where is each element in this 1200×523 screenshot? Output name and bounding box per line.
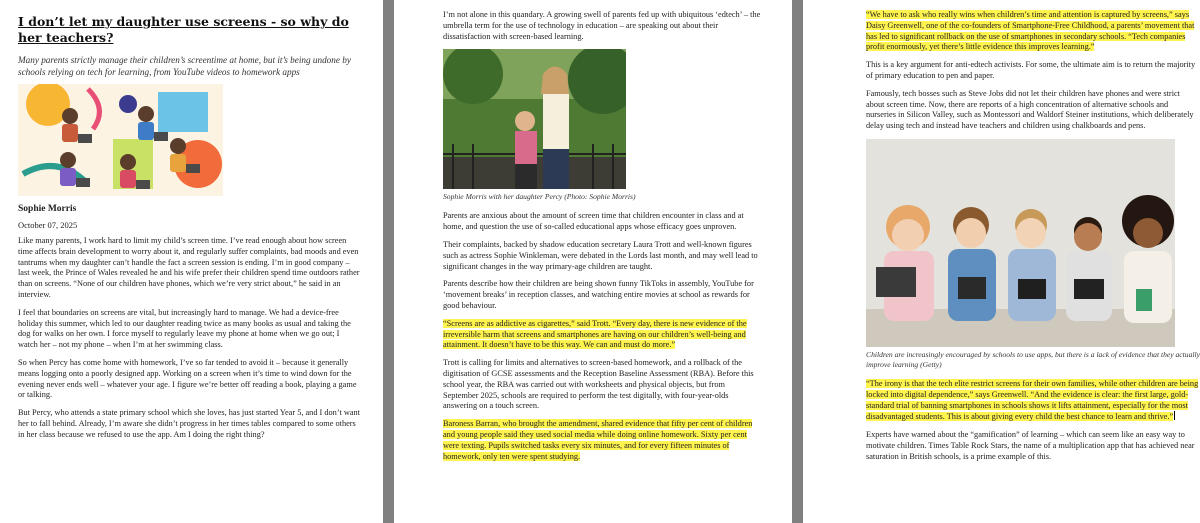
article-subtitle: Many parents strictly manage their children’s screentime at home, but it’s being undone by schools relying on tech for learning, from YouTube videos to homework apps	[18, 55, 351, 77]
illustration-graphic	[18, 84, 223, 196]
body-paragraph: I’m not alone in this quandary. A growing swell of parents fed up with ubiquitous ‘edtech’ – the umbrella term for the use of technology in education – are speaking out about their dissatisfaction with screen-based learning.	[443, 10, 761, 41]
highlighted-quote[interactable]	[866, 379, 1200, 423]
highlighted-quote[interactable]	[443, 319, 762, 351]
photo-caption: Children are increasingly encouraged by schools to use apps, but there is a lack of evidence that they actually improve learning (Getty)	[866, 349, 1200, 369]
photo-caption: Sophie Morris with her daughter Percy (Photo: Sophie Morris)	[443, 192, 636, 202]
highlighted-paragraph[interactable]	[443, 419, 762, 462]
highlight-text[interactable]: “We have to ask who really wins when children’s time and attention is captured by screens,” says Daisy Greenwell, one of the co-founders of Smartphone-Free Childhood, a parents’ movement that has led to significant rollback on the use of smartphones in secondary schools. “Tech companies profit enormously, yet there’s little evidence this improves learning.”	[866, 10, 1195, 52]
article-title[interactable]: I don’t let my daughter use screens - so why do her teachers?	[18, 14, 349, 45]
highlighted-quote[interactable]	[866, 10, 1200, 53]
highlight-text[interactable]: Baroness Barran, who brought the amendment, shared evidence that fifty per cent of children and young people said they used social media while doing online homework. Sixty per cent were texting. Pupils switched tasks every six minutes, and for every fifteen minutes of homework, only ten were spent studying.	[443, 419, 753, 461]
body-paragraph: Trott is calling for limits and alternatives to screen-based homework, and a rollback of the digitisation of GCSE assessments and the Reception Baseline Assessment (RBA). Before this school year, the RBA was carried out with worksheets and physical objects, but from September 2025, schools are required to perform the test digitally, with four-year-olds answering on a touch screen.	[443, 358, 754, 411]
body-paragraph: I feel that boundaries on screens are vital, but increasingly hard to manage. We had a device-free holiday this summer, which led to our daughter reading twice as many books as usual and taking the dog for walks on her own. I force myself to regularly leave my phone at home when we go out; I watch her – not my phone – when I’m at her swimming class.	[18, 307, 351, 350]
mother-daughter-photo	[443, 49, 626, 189]
page-1	[0, 0, 383, 523]
body-paragraph: So when Percy has come home with homework, I’ve so far tended to avoid it – because it generally means logging onto a poorly designed app. Working on a screen when it’s time to wind down for the evening never ends well – whatever your age. I figure we’re better off reading a book, playing a game or talking.	[18, 357, 357, 400]
body-paragraph: Like many parents, I work hard to limit my child’s screen time. I’ve read enough about how screen time affects brain development to worry about it, and regularly suffer complaints, bad moods and even tantrums when my daughter can’t handle the fact a screen session is ending. I’m in good company – last week, the Prince of Wales revealed he and his wife prefer their children spend time outdoors rather than on screens. “None of our children have phones, which we’re very strict about,” he said in an interview.	[18, 236, 360, 299]
body-paragraph: Parents are anxious about the amount of screen time that children encounter in class and at home, and question the use of so-called educational apps whose efficacy goes unproven.	[443, 211, 744, 232]
body-paragraph: Parents describe how their children are being shown funny TikToks in assembly, YouTube for ‘movement breaks’ in reception classes, and watching entire movies at school as rewards for good behaviour.	[443, 279, 754, 310]
page-3	[803, 0, 1200, 523]
body-paragraph: Famously, tech bosses such as Steve Jobs did not let their children have phones and were strict about screen time. Now, there are reports of a high concentration of alternative schools and nurseries in Silicon Valley, such as Montessori and Waldorf Steiner institutions, which deliberately delay using tech and instead have teachers and children using chalkboards and pens.	[866, 88, 1194, 131]
photo-graphic	[443, 49, 626, 189]
body-paragraph: Experts have warned about the “gamification” of learning – which can seem like an easy way to motivate children. Times Table Rock Stars, the name of a multiplication app that has achieved near saturation in British schools, is a prime example of this.	[866, 430, 1195, 461]
body-paragraph: But Percy, who attends a state primary school which she loves, has just started Year 5, and I don’t want her to fall behind. Already, I’m aware she didn’t progress in her times tables compared to some others in her class because we refused to use the app. Am I doing the right thing?	[18, 408, 360, 439]
highlight-text[interactable]: “The irony is that the tech elite restrict screens for their own families, while other children are being locked into digital dependence,” says Greenwell. “And the evidence is clear: the first large, gold-standard trial of banning smartphones in schools shows it lifts attainment, especially for the most disadvantaged students. This is about giving every child the best chance to learn and thrive.”	[866, 378, 1199, 422]
body-paragraph: Their complaints, backed by shadow education secretary Laura Trott and well-known figures such as actress Sophie Winkleman, were debated in the Lords last month, and may well lead to significant changes in the way primary-age children are taught.	[443, 239, 758, 271]
body-paragraph: This is a key argument for anti-edtech activists. For some, the ultimate aim is to return the majority of primary education to pen and paper.	[866, 60, 1196, 80]
text-cursor	[1174, 411, 1175, 420]
photo-graphic	[866, 139, 1175, 347]
children-laptops-illustration	[18, 84, 223, 196]
page-2	[394, 0, 792, 523]
highlight-text[interactable]: “Screens are as addictive as cigarettes,” said Trott. “Every day, there is new evidence of the irreversible harm that screens and smartphones are having on our children’s well-being and attainment. It doesn’t have to be this way. We can and must do more.”	[443, 318, 747, 350]
children-tablets-photo	[866, 139, 1175, 347]
publish-date: October 07, 2025	[18, 220, 78, 230]
author-name: Sophie Morris	[18, 204, 77, 214]
